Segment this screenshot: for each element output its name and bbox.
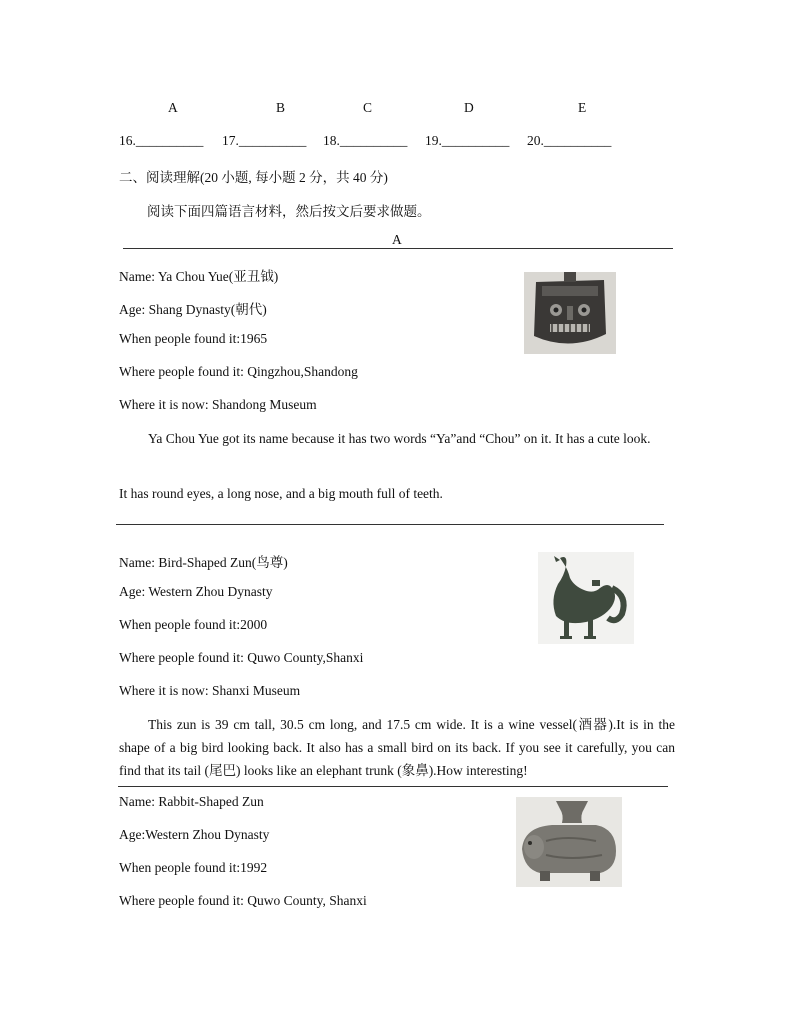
passage-label: A xyxy=(392,232,402,247)
item-now-where: Where it is now: Shandong Museum xyxy=(119,397,317,412)
item-name: Name: Rabbit-Shaped Zun xyxy=(119,794,264,809)
divider xyxy=(118,786,668,787)
section-title: 二、阅读理解(20 小题, 每小题 2 分，共 40 分) xyxy=(119,170,388,185)
answer-blank[interactable]: 18.__________ xyxy=(323,133,408,148)
item-age: Age: Shang Dynasty(朝代) xyxy=(119,302,267,317)
item-name: Name: Bird-Shaped Zun(鸟尊) xyxy=(119,555,288,570)
item-found-where: Where people found it: Quwo County,Shanxi xyxy=(119,650,364,665)
item-found-when: When people found it:1965 xyxy=(119,331,268,346)
divider xyxy=(116,524,664,525)
answer-blank[interactable]: 17.__________ xyxy=(222,133,307,148)
item-found-where: Where people found it: Qingzhou,Shandong xyxy=(119,364,358,379)
item-found-when: When people found it:1992 xyxy=(119,860,268,875)
bird-shaped-zun-image xyxy=(538,552,634,644)
rabbit-shaped-zun-image xyxy=(516,797,622,887)
answer-blank[interactable]: 20.__________ xyxy=(527,133,612,148)
item-description: Ya Chou Yue got its name because it has two words “Ya”and “Chou” on it. It has a cute look. xyxy=(148,431,651,446)
item-name: Name: Ya Chou Yue(亚丑钺) xyxy=(119,269,279,284)
item-now-where: Where it is now: Shanxi Museum xyxy=(119,683,301,698)
option-letter: D xyxy=(464,100,474,115)
option-letter: E xyxy=(578,100,587,115)
answer-blank[interactable]: 19.__________ xyxy=(425,133,510,148)
option-letter: B xyxy=(276,100,286,115)
item-age: Age:Western Zhou Dynasty xyxy=(119,827,270,842)
answer-blank[interactable]: 16.__________ xyxy=(119,133,204,148)
ya-chou-yue-image xyxy=(524,272,616,354)
item-age: Age: Western Zhou Dynasty xyxy=(119,584,273,599)
divider xyxy=(123,248,673,249)
option-letter: A xyxy=(168,100,178,115)
item-description: This zun is 39 cm tall, 30.5 cm long, and 17.5 cm wide. It is a wine vessel(酒器).It is in the shape of a big bird looking back. It also has a small bird on its back. If you see it carefully, you can find that its tail (尾巴) looks like an elephant trunk (象鼻).How interesting! xyxy=(119,717,675,778)
instruction: 阅读下面四篇语言材料，然后按文后要求做题。 xyxy=(147,204,431,219)
option-letter: C xyxy=(363,100,373,115)
item-found-when: When people found it:2000 xyxy=(119,617,268,632)
item-description-2: It has round eyes, a long nose, and a big mouth full of teeth. xyxy=(119,486,443,501)
item-found-where: Where people found it: Quwo County, Shanxi xyxy=(119,893,367,908)
